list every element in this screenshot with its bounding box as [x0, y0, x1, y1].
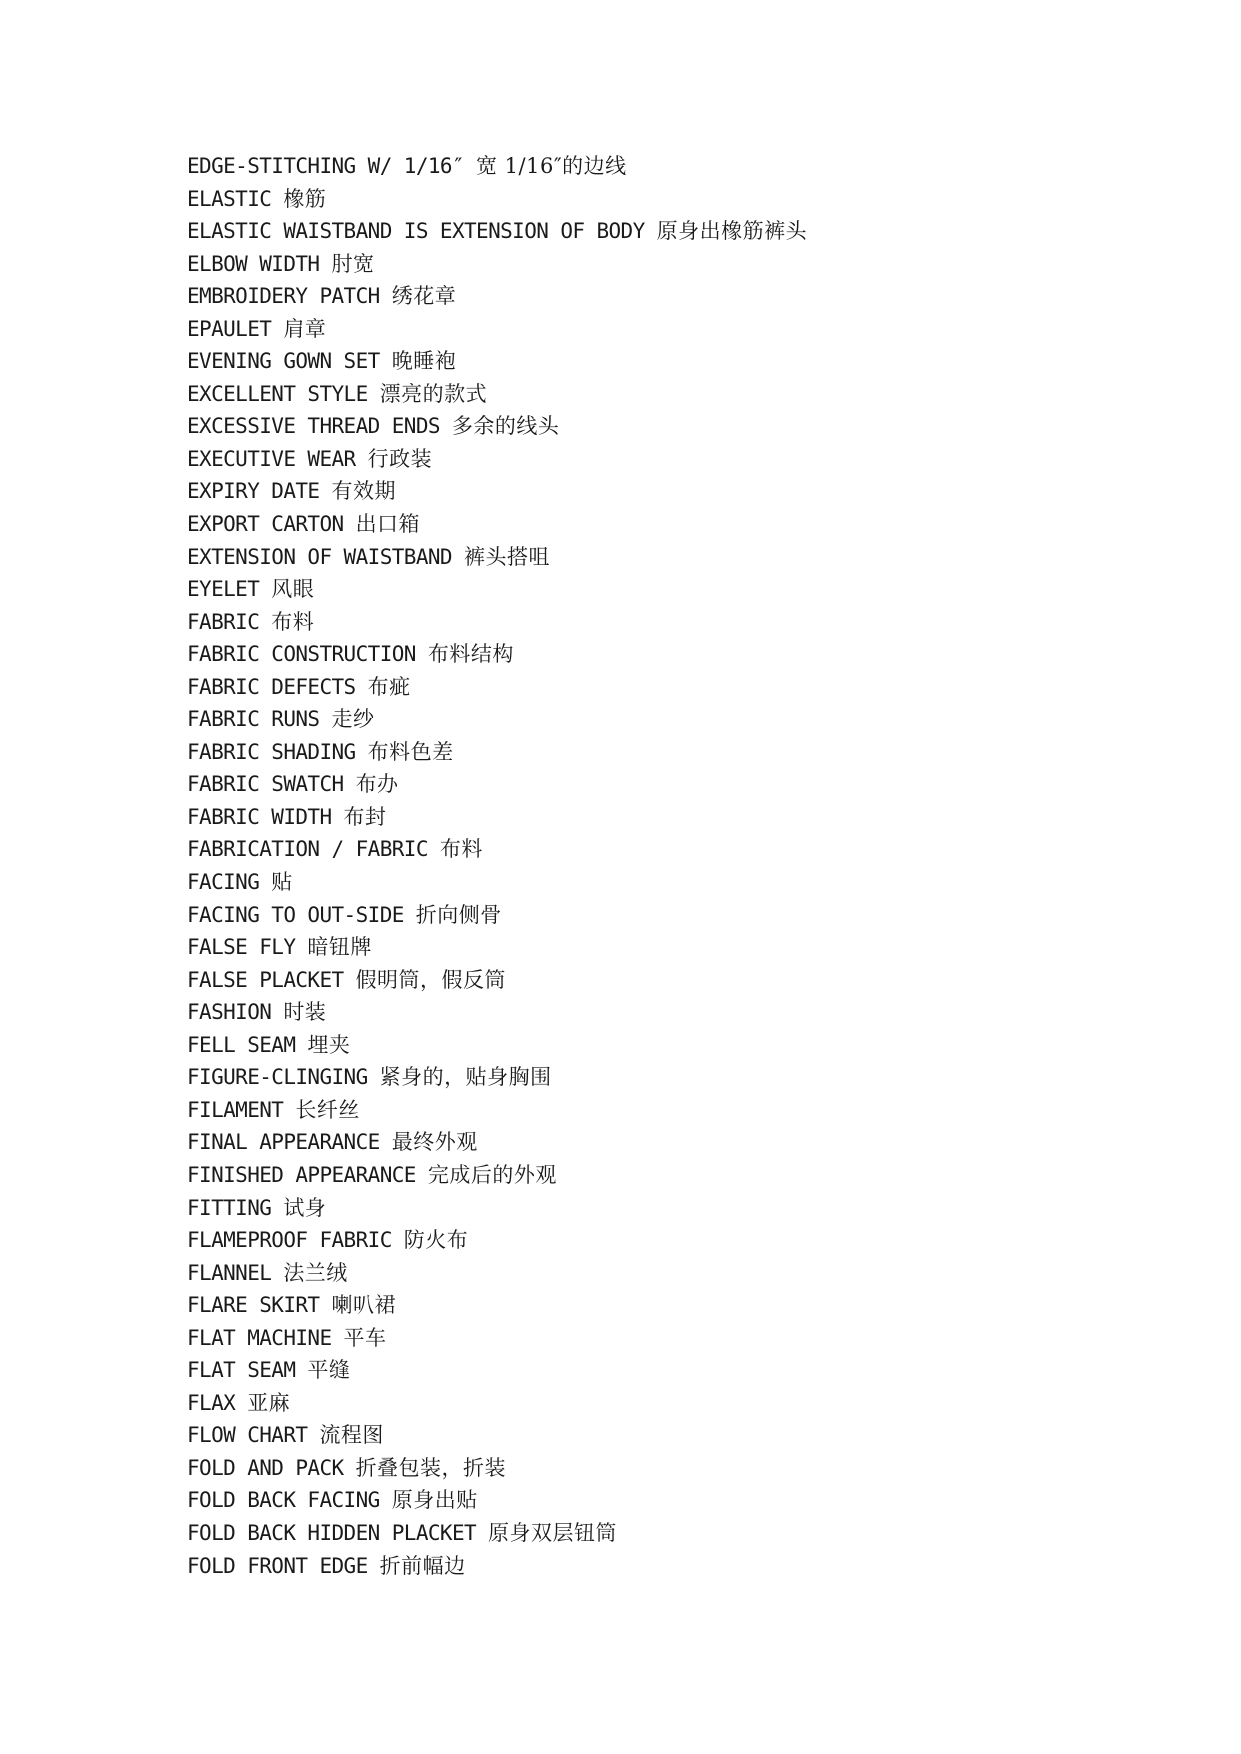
- glossary-entry: [187, 736, 807, 769]
- chinese-translation: 宽 1/16″的边线: [476, 154, 627, 178]
- english-term: EXTENSION OF WAISTBAND: [187, 544, 452, 569]
- chinese-translation: 绣花章: [391, 284, 457, 309]
- english-term: EPAULET: [187, 316, 272, 341]
- english-term: FLARE SKIRT: [187, 1293, 320, 1318]
- glossary-entry: [187, 671, 807, 704]
- chinese-translation: 布办: [355, 772, 399, 797]
- glossary-entry: [187, 833, 807, 866]
- chinese-translation: 原身出贴: [391, 1488, 478, 1513]
- glossary-entry: [187, 410, 807, 443]
- english-term: FELL SEAM: [187, 1032, 296, 1057]
- glossary-entry: [187, 215, 807, 248]
- english-term: FABRIC SWATCH: [187, 772, 344, 797]
- english-term: EXPIRY DATE: [187, 479, 320, 504]
- english-term: FACING: [187, 870, 260, 895]
- english-term: FABRIC DEFECTS: [187, 674, 356, 699]
- english-term: FLAT SEAM: [187, 1358, 296, 1383]
- chinese-translation: 埋夹: [307, 1032, 351, 1057]
- glossary-entry: [187, 1354, 807, 1387]
- chinese-translation: 布疵: [367, 674, 411, 699]
- glossary-entry: [187, 996, 807, 1029]
- english-term: FLAX: [187, 1390, 236, 1415]
- chinese-translation: 行政装: [367, 446, 433, 471]
- chinese-translation: 流程图: [319, 1423, 384, 1448]
- glossary-entry: [187, 1029, 807, 1062]
- english-term: FINISHED APPEARANCE: [187, 1162, 416, 1187]
- chinese-translation: 最终外观: [391, 1130, 478, 1155]
- chinese-translation: 布料: [271, 609, 315, 634]
- chinese-translation: 走纱: [331, 707, 375, 732]
- english-term: FABRIC: [187, 609, 260, 634]
- glossary-entry: [187, 931, 807, 964]
- glossary-entry: [187, 1484, 807, 1517]
- glossary-entry: [187, 703, 807, 736]
- english-term: FLAT MACHINE: [187, 1325, 332, 1350]
- chinese-translation: 长纤丝: [295, 1097, 360, 1122]
- chinese-translation: 亚麻: [247, 1390, 291, 1415]
- glossary-entry: [187, 801, 807, 834]
- chinese-translation: 布料色差: [367, 739, 454, 764]
- english-term: FOLD BACK HIDDEN PLACKET: [187, 1520, 477, 1545]
- english-term: FACING TO OUT-SIDE: [187, 902, 404, 927]
- english-term: FABRIC SHADING: [187, 739, 356, 764]
- english-term: EYELET: [187, 577, 260, 602]
- chinese-translation: 折向侧骨: [415, 902, 502, 927]
- chinese-translation: 肘宽: [331, 251, 375, 276]
- english-term: FALSE FLY: [187, 935, 296, 960]
- english-term: ELASTIC WAISTBAND IS EXTENSION OF BODY: [187, 219, 645, 244]
- glossary-entry: [187, 768, 807, 801]
- glossary-entry: [187, 150, 807, 183]
- glossary-entry: [187, 475, 807, 508]
- english-term: ELASTIC: [187, 186, 272, 211]
- chinese-translation: 出口箱: [355, 512, 421, 537]
- english-term: FINAL APPEARANCE: [187, 1130, 380, 1155]
- glossary-entry: [187, 964, 807, 997]
- chinese-translation: 平车: [343, 1325, 387, 1350]
- english-term: FASHION: [187, 1000, 272, 1025]
- glossary-entry: [187, 1452, 807, 1485]
- chinese-translation: 裤头搭咀: [463, 544, 550, 569]
- chinese-translation: 折前幅边: [379, 1553, 466, 1578]
- english-term: EMBROIDERY PATCH: [187, 284, 380, 309]
- glossary-entry: [187, 573, 807, 606]
- glossary-entry: [187, 345, 807, 378]
- chinese-translation: 橡筋: [283, 186, 327, 211]
- english-term: FLAMEPROOF FABRIC: [187, 1228, 392, 1253]
- glossary-entry: [187, 1159, 807, 1192]
- glossary-entry: [187, 866, 807, 899]
- chinese-translation: 贴: [271, 870, 293, 895]
- chinese-translation: 布料结构: [427, 642, 514, 667]
- chinese-translation: 晚睡袍: [391, 349, 457, 374]
- glossary-entry: [187, 183, 807, 216]
- english-term: FOLD AND PACK: [187, 1455, 344, 1480]
- chinese-translation: 漂亮的款式: [379, 381, 488, 406]
- chinese-translation: 喇叭裙: [331, 1293, 396, 1318]
- english-term: EVENING GOWN SET: [187, 349, 380, 374]
- chinese-translation: 防火布: [403, 1228, 469, 1253]
- chinese-translation: 时装: [283, 1000, 327, 1025]
- chinese-translation: 平缝: [307, 1358, 351, 1383]
- glossary-entry: [187, 1257, 807, 1290]
- chinese-translation: 假明筒，假反筒: [355, 967, 507, 992]
- glossary-entry: [187, 1126, 807, 1159]
- chinese-translation: 完成后的外观: [427, 1162, 557, 1187]
- glossary-entry: [187, 1387, 807, 1420]
- chinese-translation: 风眼: [271, 577, 315, 602]
- english-term: FABRIC WIDTH: [187, 804, 332, 829]
- glossary-list: [187, 150, 807, 1582]
- english-term: EDGE-STITCHING W/ 1/16″: [187, 154, 464, 178]
- english-term: EXECUTIVE WEAR: [187, 446, 356, 471]
- glossary-entry: [187, 1550, 807, 1583]
- glossary-entry: [187, 248, 807, 281]
- english-term: FLANNEL: [187, 1260, 272, 1285]
- chinese-translation: 暗钮牌: [307, 935, 372, 960]
- glossary-entry: [187, 541, 807, 574]
- english-term: FITTING: [187, 1195, 272, 1220]
- glossary-entry: [187, 508, 807, 541]
- chinese-translation: 原身出橡筋裤头: [656, 219, 808, 244]
- chinese-translation: 布料: [439, 837, 483, 862]
- glossary-entry: [187, 1061, 807, 1094]
- chinese-translation: 布封: [343, 804, 387, 829]
- glossary-entry: [187, 638, 807, 671]
- english-term: EXCESSIVE THREAD ENDS: [187, 414, 440, 439]
- chinese-translation: 原身双层钮筒: [488, 1520, 618, 1545]
- english-term: FALSE PLACKET: [187, 967, 344, 992]
- glossary-entry: [187, 1192, 807, 1225]
- glossary-entry: [187, 313, 807, 346]
- chinese-translation: 多余的线头: [451, 414, 560, 439]
- glossary-entry: [187, 1224, 807, 1257]
- english-term: FABRIC CONSTRUCTION: [187, 642, 416, 667]
- chinese-translation: 有效期: [331, 479, 396, 504]
- glossary-entry: [187, 1322, 807, 1355]
- glossary-entry: [187, 1094, 807, 1127]
- chinese-translation: 法兰绒: [283, 1260, 348, 1285]
- glossary-entry: [187, 1419, 807, 1452]
- chinese-translation: 折叠包装，折装: [355, 1455, 507, 1480]
- glossary-entry: [187, 606, 807, 639]
- english-term: EXCELLENT STYLE: [187, 381, 368, 406]
- glossary-entry: [187, 378, 807, 411]
- english-term: FOLD FRONT EDGE: [187, 1553, 368, 1578]
- english-term: EXPORT CARTON: [187, 512, 344, 537]
- english-term: FILAMENT: [187, 1097, 284, 1122]
- english-term: FOLD BACK FACING: [187, 1488, 380, 1513]
- glossary-entry: [187, 1289, 807, 1322]
- english-term: FLOW CHART: [187, 1423, 308, 1448]
- chinese-translation: 紧身的，贴身胸围: [379, 1065, 552, 1090]
- english-term: ELBOW WIDTH: [187, 251, 320, 276]
- chinese-translation: 试身: [283, 1195, 327, 1220]
- english-term: FABRICATION / FABRIC: [187, 837, 428, 862]
- english-term: FABRIC RUNS: [187, 707, 320, 732]
- chinese-translation: 肩章: [283, 316, 327, 341]
- glossary-entry: [187, 280, 807, 313]
- glossary-entry: [187, 1517, 807, 1550]
- glossary-entry: [187, 899, 807, 932]
- english-term: FIGURE-CLINGING: [187, 1065, 368, 1090]
- glossary-entry: [187, 443, 807, 476]
